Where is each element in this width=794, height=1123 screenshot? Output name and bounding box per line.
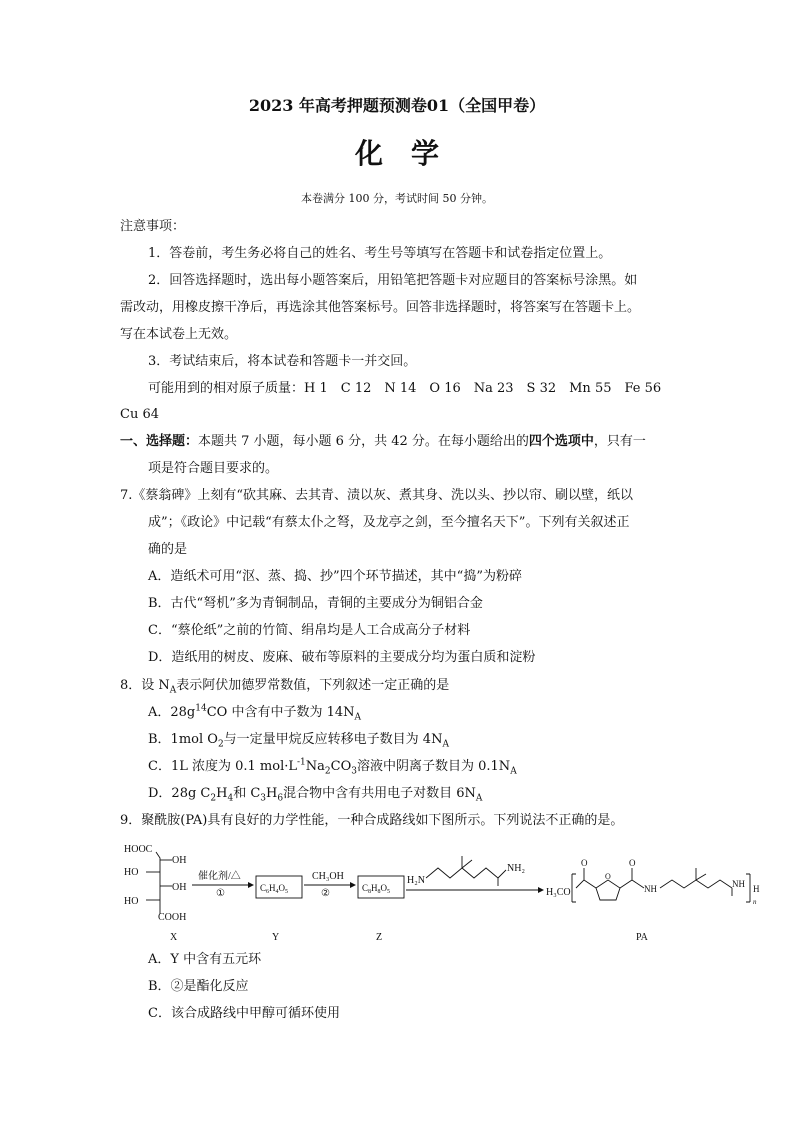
x-hooc: HOOC xyxy=(124,844,153,855)
x-ho-1: HO xyxy=(124,867,139,878)
step-1-num: ① xyxy=(216,888,225,899)
q7-option-a: A．造纸术可用“沤、蒸、捣、抄”四个环节描述，其中“捣”为粉碎 xyxy=(148,569,522,584)
atomic-masses-line-1: 可能用到的相对原子质量：H 1 C 12 N 14 O 16 Na 23 S 32 Mn 55 Fe 56 xyxy=(148,381,662,396)
q9-stem: 9．聚酰胺(PA)具有良好的力学性能，一种合成路线如下图所示。下列说法不正确的是。 xyxy=(120,813,624,828)
section-1-desc-end: ，只有一 xyxy=(593,434,646,449)
pa-nh-2: NH xyxy=(732,879,745,889)
pa-end-left: H₃CO xyxy=(546,887,571,898)
q7-option-b: B．古代“弩机”多为青铜制品，青铜的主要成分为铜铝合金 xyxy=(148,596,483,611)
x-ho-2: HO xyxy=(124,896,139,907)
pa-structure xyxy=(546,858,760,906)
q8-c-text-3: CO xyxy=(330,759,352,774)
q9-option-b: B．②是酯化反应 xyxy=(148,979,249,994)
q8-d-sub-1: 2 xyxy=(210,793,217,804)
q8-c-sub-1: 2 xyxy=(324,766,331,777)
z-formula: $C_8H_8O_5$ xyxy=(362,883,391,895)
q8-d-text-5: 混合物中含有共用电子对数目 6N xyxy=(283,786,476,801)
section-1-num: 一、选择题： xyxy=(120,434,199,449)
step-2-num: ② xyxy=(321,888,330,899)
q8-d-text-4: H xyxy=(266,786,278,801)
q8-option-d xyxy=(148,785,482,803)
pa-o-1: O xyxy=(581,858,588,868)
notice-item-2-line-3: 写在本试卷上无效。 xyxy=(120,327,238,342)
step-2-reagent: CH₃OH xyxy=(312,871,344,882)
section-1-line-2: 项是符合题目要求的。 xyxy=(148,461,279,476)
q8-option-c xyxy=(148,758,517,776)
x-oh-2: OH xyxy=(172,882,187,893)
q7-stem-line-1: 7.《蔡翁碑》上刻有“砍其麻、去其青、渍以灰、煮其身、洗以头、抄以帘、刷以壁，纸以 xyxy=(120,488,634,503)
step-3-arrow xyxy=(406,887,544,893)
q8-d-sub-3: 3 xyxy=(260,793,267,804)
q8-d-text-2: H xyxy=(216,786,228,801)
q7-stem-line-2: 成”；《政论》中记载“有蔡太仆之弩，及龙亭之剑，至今擅名天下”。下列有关叙述正 xyxy=(148,515,630,530)
notice-item-3: 3．考试结束后，将本试卷和答题卡一并交回。 xyxy=(148,354,417,369)
notice-heading: 注意事项： xyxy=(120,219,186,234)
notice-item-2-line-1: 2．回答选择题时，选出每小题答案后，用铅笔把答题卡对应题目的答案标号涂黑。如 xyxy=(148,273,638,288)
q9-option-a: A．Y 中含有五元环 xyxy=(148,952,262,967)
pa-end-right: H xyxy=(753,884,760,894)
synthesis-scheme xyxy=(120,838,770,944)
diamine-structure xyxy=(407,856,525,886)
q8-stem xyxy=(120,677,449,695)
q8-a-sub: A xyxy=(354,712,362,723)
q8-d-sub-4: 6 xyxy=(277,793,284,804)
q8-d-text-3: 和 C xyxy=(233,786,261,801)
exam-title: 2023 年高考押题预测卷01（全国甲卷） xyxy=(248,96,546,115)
q8-d-sub-5: A xyxy=(475,793,483,804)
q7-stem-line-3: 确的是 xyxy=(148,542,188,557)
notice-item-2-line-2: 需改动，用橡皮擦干净后，再选涂其他答案标号。回答非选择题时，将答案写在答题卡上。 xyxy=(120,300,641,315)
step-1-reagent: 催化剂/△ xyxy=(198,871,241,882)
atomic-masses-line-2: Cu 64 xyxy=(120,407,159,422)
step-1-arrow xyxy=(192,869,254,899)
q8-d-sub-2: 4 xyxy=(227,793,234,804)
q8-c-text-2: Na xyxy=(305,759,325,774)
q8-c-sup: -1 xyxy=(297,757,306,768)
q8-option-b xyxy=(148,731,449,749)
q8-option-a xyxy=(148,704,361,722)
section-1-desc: 本题共 7 小题，每小题 6 分，共 42 分。在每小题给出的 xyxy=(198,434,529,449)
q7-option-c: C．“蔡伦纸”之前的竹简、绢帛均是人工合成高分子材料 xyxy=(148,623,471,638)
y-formula: $C_6H_4O_5$ xyxy=(260,883,289,895)
notice-item-1: 1．答卷前，考生务必将自己的姓名、考生号等填写在答题卡和试卷指定位置上。 xyxy=(148,246,612,261)
label-x: X xyxy=(170,932,178,943)
q8-b-sub-1: 2 xyxy=(217,739,224,750)
section-1-desc-bold: 四个选项中 xyxy=(528,434,594,449)
score-info: 本卷满分 100 分，考试时间 50 分钟。 xyxy=(301,192,493,205)
pa-n: n xyxy=(753,898,757,906)
pa-o-3: O xyxy=(629,858,636,868)
q8-b-sub-2: A xyxy=(442,739,449,750)
section-1-heading xyxy=(120,433,646,451)
q8-b-text: B．1mol O xyxy=(148,732,218,747)
x-skeleton xyxy=(146,852,172,914)
q7-option-d: D．造纸用的树皮、废麻、破布等原料的主要成分均为蛋白质和淀粉 xyxy=(148,650,536,665)
diamine-right: NH₂ xyxy=(507,863,525,874)
x-cooh: COOH xyxy=(158,912,187,923)
q8-c-text: C．1L 浓度为 0.1 mol·L xyxy=(148,759,297,774)
pa-nh-1: NH xyxy=(644,884,657,894)
diamine-left: H₂N xyxy=(407,875,425,886)
q8-c-text-4: 溶液中阴离子数目为 0.1N xyxy=(357,759,511,774)
q8-a-text: A．28g xyxy=(148,705,196,720)
pa-o-ring: O xyxy=(605,872,611,881)
q8-b-text-2: 与一定量甲烷反应转移电子数目为 4N xyxy=(223,732,443,747)
step-2-arrow xyxy=(304,871,356,899)
q8-a-sup: 14 xyxy=(195,703,207,714)
q8-stem-b: 表示阿伏加德罗常数值，下列叙述一定正确的是 xyxy=(176,678,450,693)
q8-c-sub-2: 3 xyxy=(351,766,357,777)
label-y: Y xyxy=(272,932,280,943)
x-oh-1: OH xyxy=(172,855,187,866)
q8-stem-sub: A xyxy=(169,685,177,696)
label-pa: PA xyxy=(636,932,648,943)
q8-d-text: D．28g C xyxy=(148,786,211,801)
subject-title: 化学 xyxy=(354,137,467,170)
q8-a-text-2: CO 中含有中子数为 14N xyxy=(206,705,355,720)
q8-c-sub-3: A xyxy=(510,766,517,777)
label-z: Z xyxy=(376,932,383,943)
q8-stem-a: 8．设 N xyxy=(120,678,170,693)
q9-option-c: C．该合成路线中甲醇可循环使用 xyxy=(148,1006,340,1021)
